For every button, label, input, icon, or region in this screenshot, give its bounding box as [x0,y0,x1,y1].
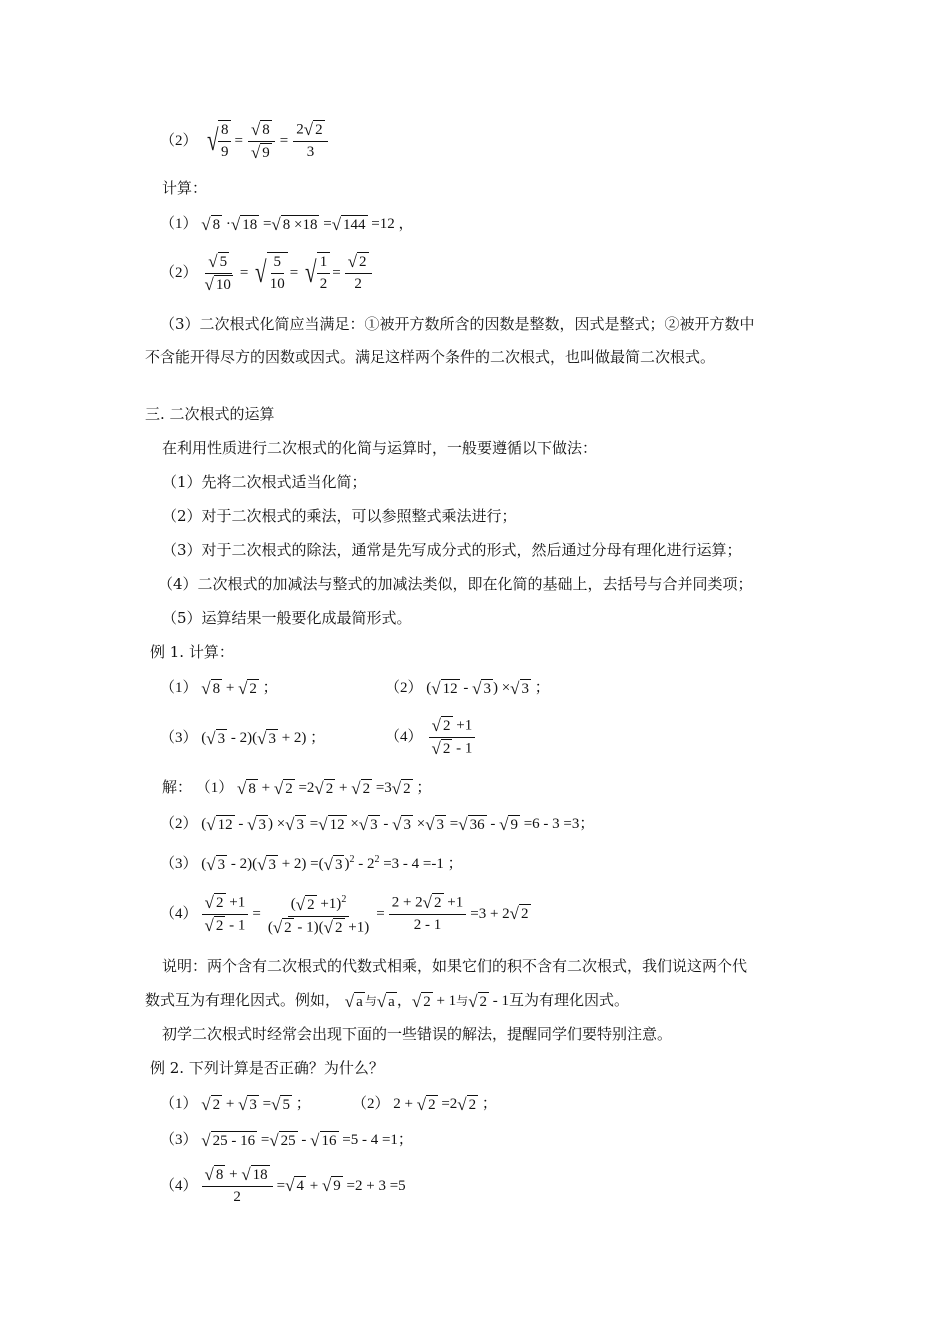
item-label: （3） [160,856,198,872]
simplest-condition-line-2: 不含能开得尽方的因数或因式。满足这样两个条件的二次根式，也叫做最简二次根式。 [145,348,716,366]
example-2-item-2 [352,1094,497,1115]
item-label: （1） [160,1096,198,1112]
compute-item-2: （2） √ 5 √ 10 = √ $\frac{5}{10}$ = √ $\frac{1}{2}$ = √ 2 2 [160,250,374,296]
math-expression: 2 + √ 2 =2 √ 2 ； [393,1094,497,1114]
math-expression: ( √ 12 - √ 3 ) × √ 3 = √ 12 × √ 3 - √ 3 × √ 3 = √ 36 - √ 9 =6 - 3 =3； [201,814,595,834]
math-expression: ( √ 12 - √ 3 ) × √ 3 ； [426,678,550,698]
item-label: （2） [352,1096,390,1112]
math-expression: √ 8 + √ 2 =2 √ 2 + √ 2 =3 √ 2 ； [237,778,432,798]
rule-2: （2）对于二次根式的乘法，可以参照整式乘法进行； [162,507,517,525]
math-expression: √ 25 - 16 = √ 25 - √ 16 =5 - 4 =1； [201,1130,413,1150]
item-label: （4） [160,1178,198,1194]
item-label: （3） [160,1132,198,1148]
example-1-problem-3 [160,728,325,749]
example-1-problem-1 [160,678,278,699]
note-text: ， [396,991,412,1009]
rule-1: （1）先将二次根式适当化简； [162,473,367,491]
math-expression: √ 8 · √ 18 = √ 8 ×18 = √ 144 =12 ， [201,214,414,234]
item-label: （4） [385,729,423,745]
example-2-title: 例 2. 下列计算是否正确？为什么？ [150,1059,384,1077]
note-text: 互为有理化因式。 [509,991,630,1009]
solution-3 [160,850,463,875]
item-label: （1） [160,216,198,232]
simplest-condition-line-1: （3）二次根式化简应当满足：①被开方数所含的因数是整数，因式是整式；②被开方数中 [160,315,755,333]
rule-4: （4）二次根式的加减法与整式的加减法类似，即在化简的基础上，去括号与合并同类项； [158,575,753,593]
item-label: （4） [160,906,198,922]
example-2-item-4: （4） √ 8 + √ 18 2 = √ 4 + √ 9 =2 + 3 =5 [160,1165,406,1205]
intro-item-2: （2） √ $\frac{8}{9}$ = √ 8 √ 9 = 2 √ 2 3 [160,116,330,166]
rule-5: （5）运算结果一般要化成最简形式。 [162,609,412,627]
item-label: （3） [160,730,198,746]
item-label: （2） [160,265,198,281]
note-text: 数式互为有理化因式。例如， [145,991,341,1009]
math-expression: ( √ 3 - 2)( √ 3 + 2) =( √ 3 )$^2 - 2^2 =3 - 4 =-1$ ； [201,854,463,874]
item-label: （2） [160,133,198,149]
item-label: （1） [195,780,234,796]
item-label: （1） [160,680,198,696]
example-1-problem-4 [385,714,477,760]
example-1-title: 例 1. 计算： [150,643,234,661]
solution-2 [160,814,594,835]
note-text: 与 [364,994,377,1008]
example-1-problem-2 [385,678,550,699]
solution-1 [162,778,431,799]
math-expression: √ $\frac{8}{9}$ [202,120,232,162]
math-expression: √ 2 +1 √ 2 - 1 [429,716,476,759]
compute-heading: 计算： [162,179,208,197]
solution-4: （4） √ 2 +1 √ 2 - 1 = ( √ 2 +1)$^2$ ( √ 2 - 1)( √ 2 +1) = 2 + 2 √ 2 +1 2 - 1 =3 + 2 √ 2 [160,888,531,940]
math-expression: √ 8 + √ 2 ； [201,678,278,698]
example-2-item-1 [160,1094,311,1115]
compute-item-1 [160,214,414,235]
rule-3: （3）对于二次根式的除法，通常是先写成分式的形式，然后通过分母有理化进行运算； [162,541,742,559]
solution-label: 解： [162,780,193,796]
example-2-item-3 [160,1130,413,1151]
note-text: 与 [456,994,469,1008]
section-intro: 在利用性质进行二次根式的化简与运算时，一般要遵循以下做法： [162,439,598,457]
item-label: （2） [160,816,198,832]
warning-text: 初学二次根式时经常会出现下面的一些错误的解法，提醒同学们要特别注意。 [162,1025,673,1043]
section-title: 三. 二次根式的运算 [145,405,275,423]
math-expression: √ 2 + √ 3 = √ 5 ； [201,1094,311,1114]
note-line-2: 数式互为有理化因式。例如， √ a 与 √ a ， √ 2 + 1与 √ 2 - 1互为有理化因式。 [145,991,630,1011]
item-label: （2） [385,680,423,696]
note-line-1: 说明：两个含有二次根式的代数式相乘，如果它们的积不含有二次根式，我们说这两个代 [162,957,748,975]
math-expression: ( √ 3 - 2)( √ 3 + 2) ； [201,728,326,748]
